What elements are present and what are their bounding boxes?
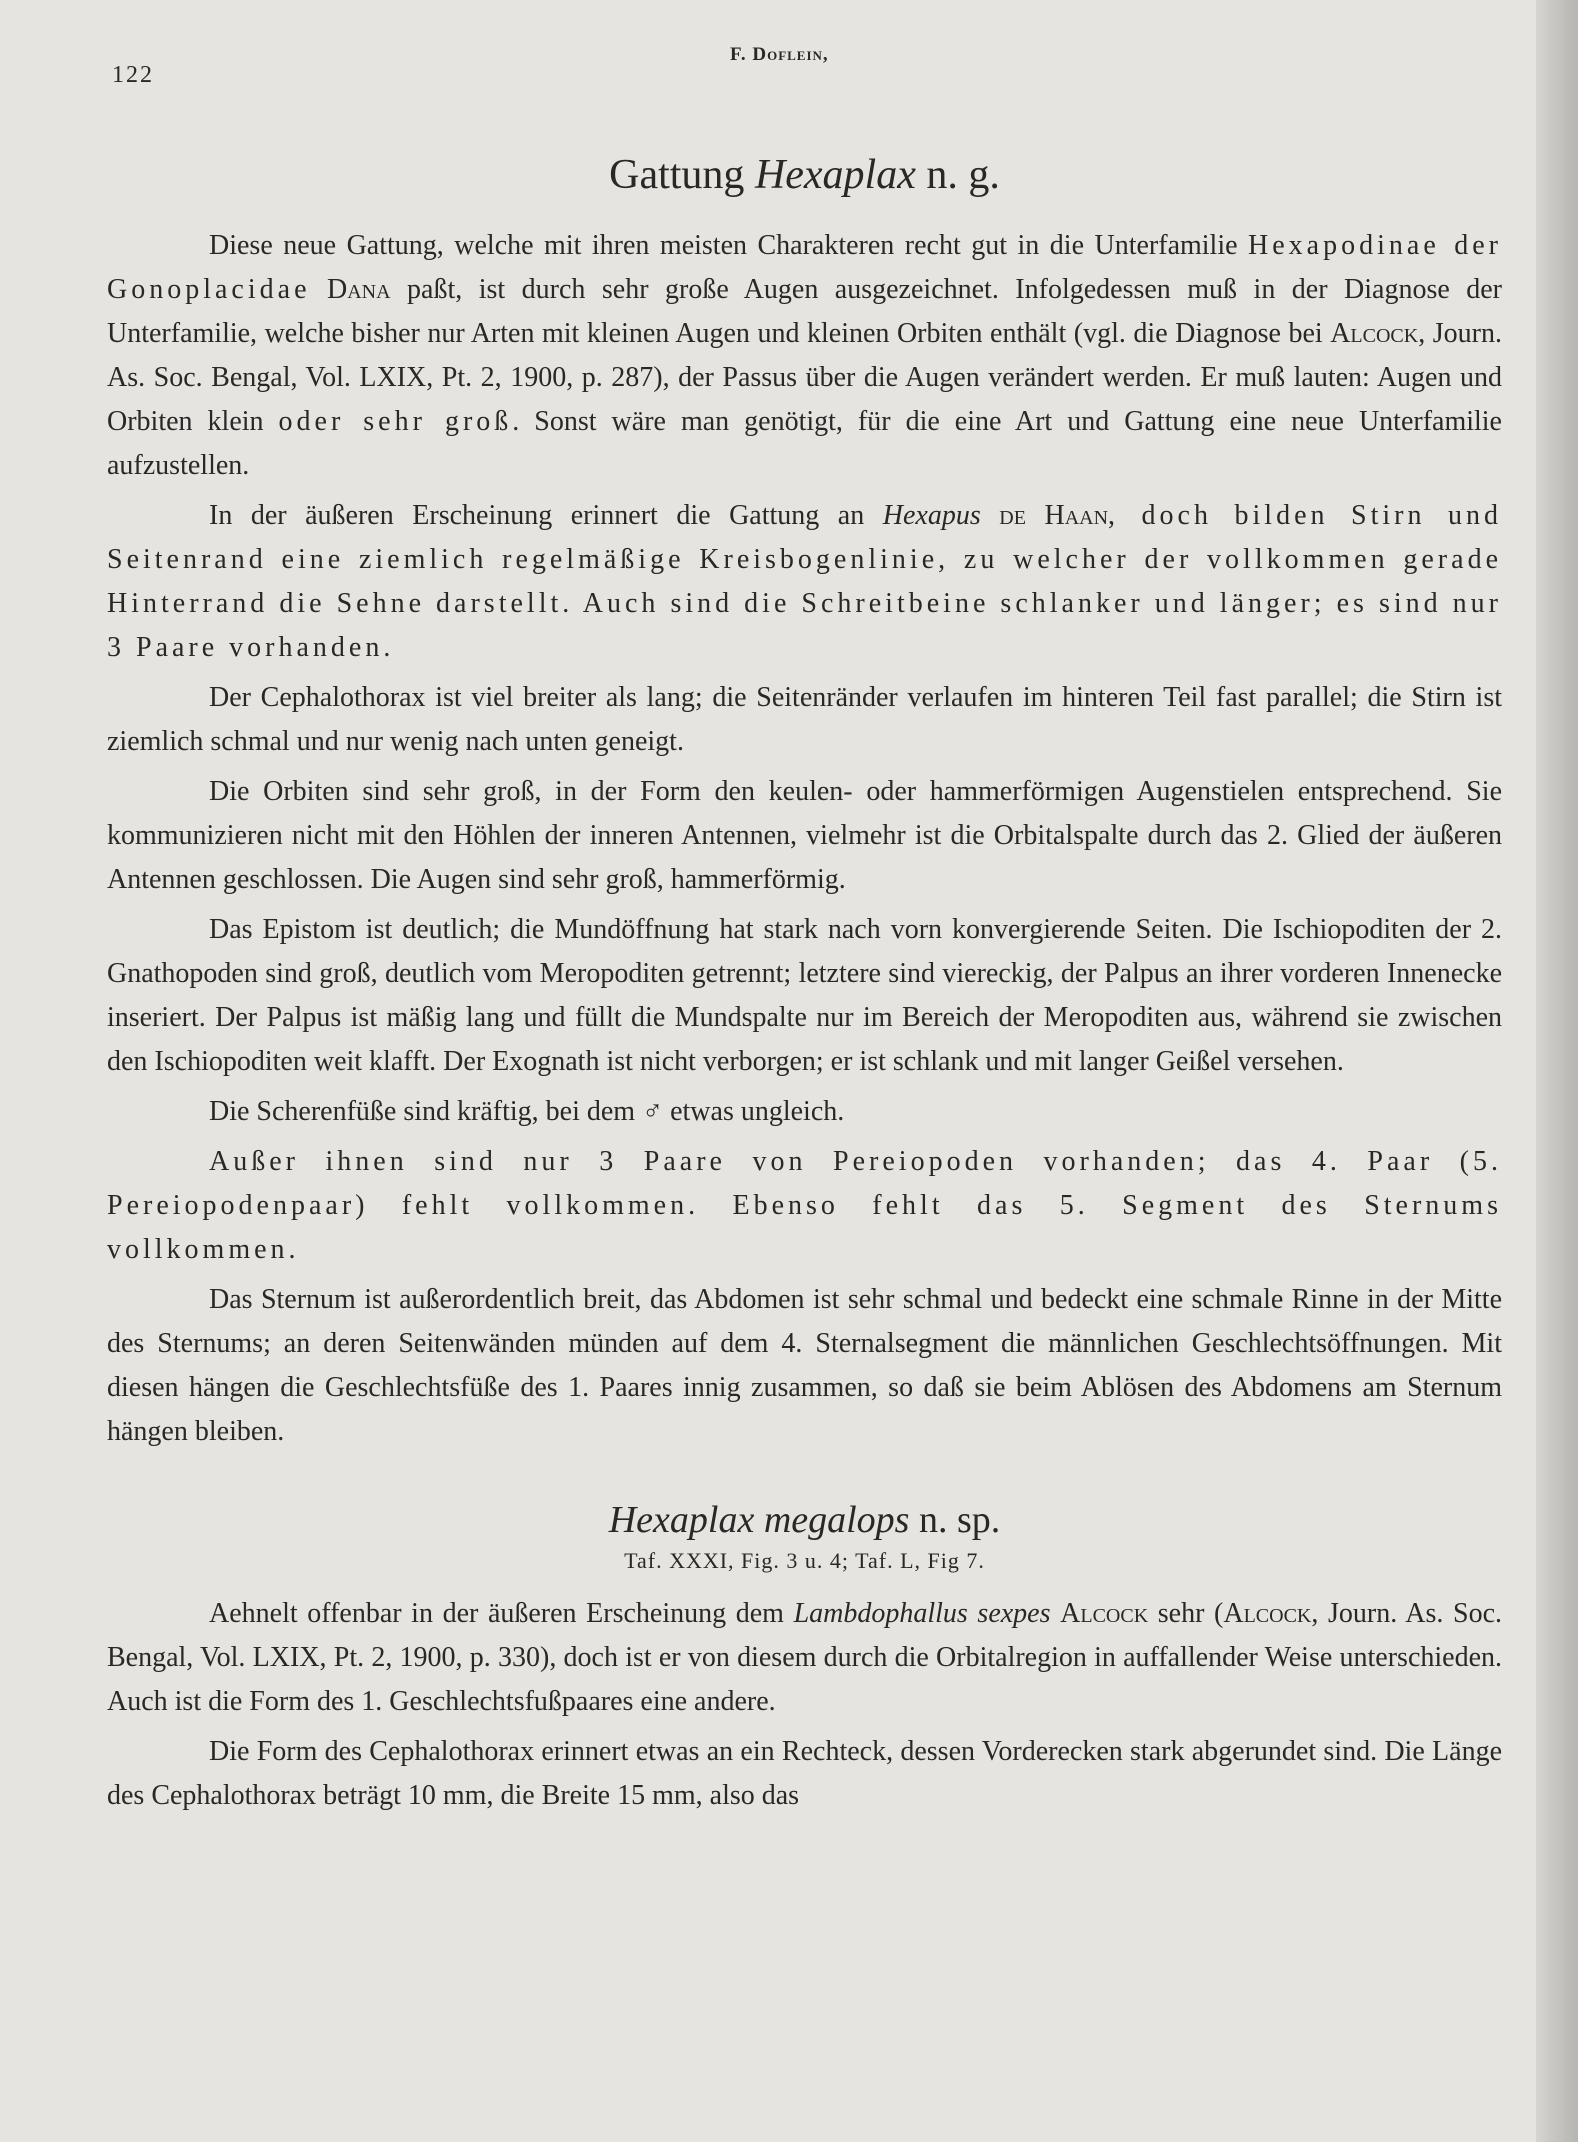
species-heading-suffix: n. sp. <box>918 1499 1001 1542</box>
s1-text-a: Aehnelt offenbar in der äußeren Erscheinung dem <box>209 1598 794 1630</box>
p2-author-dehaan: de Haan <box>999 500 1109 532</box>
p2-spaced-text: , doch bilden Stirn und Seitenrand eine ziemlich regelmäßige Kreisbogenlinie, zu welcher der vollkommen gerade Hinterrand die Sehne darstellt. Auch sind die Schreitbeine schlanker und länger; es sind nur 3 Paare vorhanden. <box>107 500 1503 664</box>
p2-text-a: In der äußeren Erscheinung erinnert die Gattung an <box>209 500 883 532</box>
p1-spaced-oder: oder sehr groß <box>278 406 513 438</box>
s1-species-lambdophallus: Lambdophallus sexpes <box>793 1598 1051 1630</box>
p1-text-a: Diese neue Gattung, welche mit ihren meisten Charakteren recht gut in die Unterfamilie <box>209 230 1249 262</box>
genus-heading <box>107 150 1502 200</box>
paragraph-5: Das Epistom ist deutlich; die Mundöffnung hat stark nach vorn konvergierende Seiten. Die Ischiopoditen der 2. Gnathopoden sind groß, deutlich vom Meropoditen getrennt; letztere sind viereckig, der Palpus an ihrer vorderen Innenecke inseriert. Der Palpus ist mäßig lang und füllt die Mundspalte nur im Bereich der Meropoditen aus, während sie zwischen den Ischiopoditen weit klafft. Der Exognath ist nicht verborgen; er ist schlank und mit langer Geißel versehen. <box>107 914 1502 1078</box>
species-heading-name: Hexaplax megalops <box>608 1499 910 1542</box>
s1-author-alcock-2: Alcock <box>1223 1598 1312 1630</box>
paragraph-2 <box>107 494 1502 670</box>
species-heading <box>107 1498 1502 1542</box>
p1-author-alcock: Alcock <box>1330 318 1419 350</box>
page-number: 122 <box>112 62 154 88</box>
species-paragraph-2: Die Form des Cephalothorax erinnert etwas an ein Rechteck, dessen Vorderecken stark abgerundet sind. Die Länge des Cephalothorax beträgt 10 mm, die Breite 15 mm, also das <box>107 1736 1502 1812</box>
genus-heading-prefix: Gattung <box>609 152 745 198</box>
running-head-text: F. Doflein, <box>730 44 829 65</box>
paragraph-7: Außer ihnen sind nur 3 Paare von Pereiopoden vorhanden; das 4. Paar (5. Pereiopodenpaar) fehlt vollkommen. Ebenso fehlt das 5. Segment des Sternums vollkommen. <box>107 1146 1502 1266</box>
genus-heading-name: Hexaplax <box>754 152 916 198</box>
p1-spaced-taxa: Hexapodinae der Gonoplacidae <box>107 230 1502 306</box>
paragraph-3: Der Cephalothorax ist viel breiter als lang; die Seitenränder verlaufen im hinteren Teil fast parallel; die Stirn ist ziemlich schmal und nur wenig nach unten geneigt. <box>107 682 1502 758</box>
running-head <box>730 44 829 66</box>
paragraph-4: Die Orbiten sind sehr groß, in der Form den keulen- oder hammerförmigen Augenstielen entsprechend. Sie kommunizieren nicht mit den Höhlen der inneren Antennen, vielmehr ist die Orbitalspalte durch das 2. Glied der äußeren Antennen geschlossen. Die Augen sind sehr groß, hammerförmig. <box>107 776 1502 896</box>
p2-genus-hexapus: Hexapus <box>882 500 981 532</box>
page-gutter-shadow <box>1536 0 1578 2142</box>
s1-author-alcock-1: Alcock <box>1060 1598 1149 1630</box>
p1-text-d: . Sonst wäre man genötigt, für die eine Art und Gattung eine neue Unterfamilie aufzustellen. <box>107 406 1502 482</box>
page-content <box>107 150 1502 1824</box>
s1-text-b: sehr ( <box>1148 1598 1224 1630</box>
paragraph-1 <box>107 224 1502 488</box>
s1-text-c: , Journ. As. Soc. Bengal, Vol. LXIX, Pt. 2, 1900, p. 330), doch ist er von diesem durch die Orbitalregion in auffallender Weise unterschieden. Auch ist die Form des 1. Geschlechtsfußpaares eine andere. <box>107 1598 1503 1718</box>
plate-reference: Taf. XXXI, Fig. 3 u. 4; Taf. L, Fig 7. <box>624 1548 985 1574</box>
p1-text-c: , Journ. As. Soc. Bengal, Vol. LXIX, Pt. 2, 1900, p. 287), der Passus über die Augen verändert werden. Er muß lauten: Augen und Orbiten klein <box>107 318 1502 438</box>
species-paragraph-1 <box>107 1592 1502 1724</box>
paragraph-6: Die Scherenfüße sind kräftig, bei dem ♂ etwas ungleich. <box>209 1096 845 1128</box>
genus-heading-suffix: n. g. <box>926 152 1000 198</box>
paragraph-8: Das Sternum ist außerordentlich breit, das Abdomen ist sehr schmal und bedeckt eine schmale Rinne in der Mitte des Sternums; an deren Seitenwänden münden auf dem 4. Sternalsegment die männlichen Geschlechtsöffnungen. Mit diesen hängen die Geschlechtsfüße des 1. Paares innig zusammen, so daß sie beim Ablösen des Abdomens am Sternum hängen bleiben. <box>107 1284 1502 1448</box>
p1-author-dana: Dana <box>326 274 391 306</box>
p1-text-b: paßt, ist durch sehr große Augen ausgezeichnet. Infolgedessen muß in der Diagnose der Unterfamilie, welche bisher nur Arten mit kleinen Augen und kleinen Orbiten enthält (vgl. die Diagnose bei <box>107 274 1502 350</box>
